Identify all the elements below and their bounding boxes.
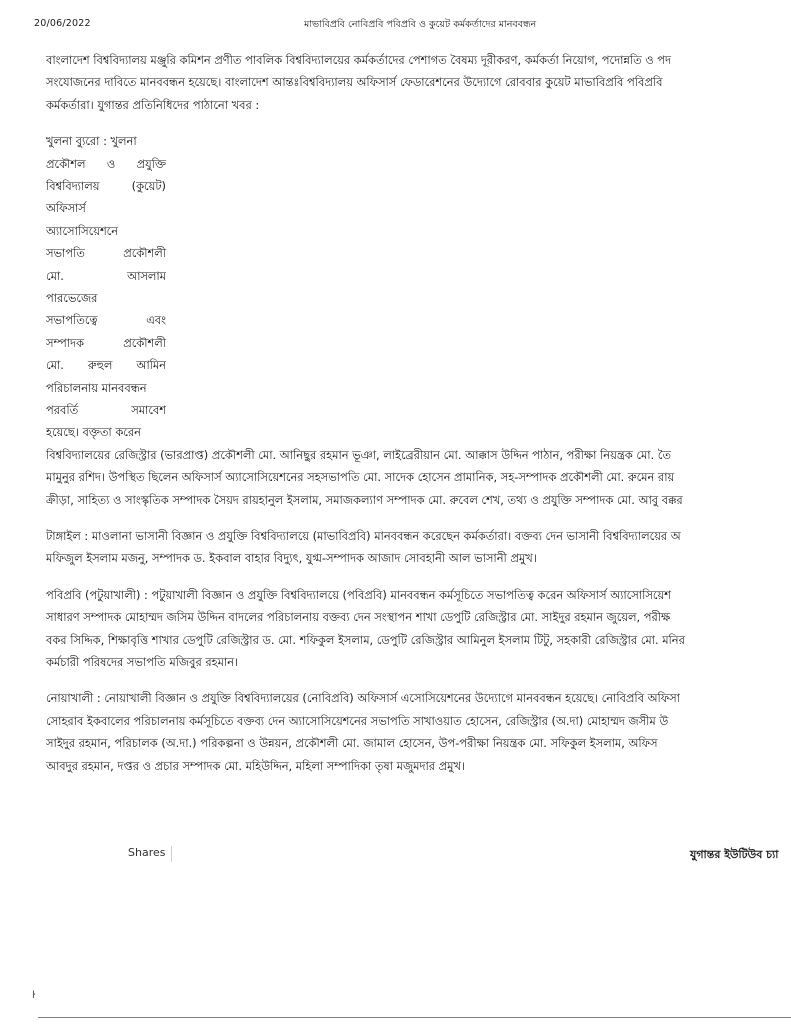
youtube-channel-link[interactable]: যুগান্তর ইউটিউব চ্যা (690, 848, 779, 861)
patuakhali-paragraph (46, 584, 791, 674)
text-line: সম্পাদক প্রকৌশলী (46, 335, 166, 350)
text-line: অ্যাসোসিয়েশনে (46, 223, 119, 238)
text-line: কর্মচারী পরিষদের সভাপতি মজিবুর রহমান। (46, 654, 239, 669)
noakhali-paragraph (46, 687, 791, 777)
share-bar (0, 844, 791, 864)
text-line: প্রকৌশল ও প্রযুক্তি (46, 156, 166, 171)
print-date: 20/06/2022 (34, 18, 91, 29)
text-line: খুলনা ব্যুরো : খুলনা (46, 134, 137, 149)
text-line: সোহরাব ইকবালের পরিচালনায় কর্মসূচিতে বক্তব্য দেন অ্যাসোসিয়েশনের সভাপতি সাখাওয়াত হোসেন, রেজিস্ট্রার (অ.দা) মোহাম্মদ জসীম উ (46, 713, 669, 728)
text-line: মামুনুর রশিদ। উপস্থিত ছিলেন অফিসার্স অ্যাসোসিয়েশনের সহসভাপতি মো. সাদেক হোসেন প্রামানিক, সহ-সম্পাদক প্রকৌশলী মো. রুমেন রায় (46, 470, 675, 485)
text-line: অফিসার্স (46, 201, 86, 216)
khulna-narrow-column (46, 130, 166, 443)
text-line: পবিপ্রবি (পটুয়াখালী) : পটুয়াখালী বিজ্ঞান ও প্রযুক্তি বিশ্ববিদ্যালয়ে (পবিপ্রবি) মানববন্ধন কর্মসূচিতে সভাপতিত্ব করেন অফিসার্স অ্যাসোসিয়েশ (46, 587, 671, 602)
text-line: আবদুর রহমান, দপ্তর ও প্রচার সম্পাদক মো. মহিউদ্দিন, মহিলা সম্পাদিকা তৃষা মজুমদার প্রমুখ। (46, 758, 466, 773)
text-line: টাঙ্গাইল : মাওলানা ভাসানী বিজ্ঞান ও প্রযুক্তি বিশ্ববিদ্যালয়ে (মাভাবিপ্রবি) মানববন্ধন করেছেন কর্মকর্তারা। বক্তব্য দেন ভাসানী বিশ্ববিদ্যালয়ের অ (46, 528, 681, 543)
text-line: সভাপতি প্রকৌশলী (46, 246, 166, 261)
text-line: কর্মকর্তারা। যুগান্তর প্রতিনিধিদের পাঠানো খবর : (46, 97, 260, 112)
khulna-paragraph (46, 130, 791, 511)
text-line: সাধারণ সম্পাদক মোহাম্মদ জসিম উদ্দিন বাদলের পরিচালনায় বক্তব্য দেন সংস্থাপন শাখা ডেপুটি রেজিস্ট্রার মো. সাইদুর রহমান জুয়েল, পরীক্ষ (46, 610, 671, 625)
text-line: বাংলাদেশ বিশ্ববিদ্যালয় মঞ্জুরি কমিশন প্রণীত পাবলিক বিশ্ববিদ্যালয়ের কর্মকর্তাদের পেশাগত বৈষম্য দূরীকরণ, কর্মকর্তা নিয়োগ, পদোন্নতি ও পদ (46, 53, 672, 67)
text-line: মো. আসলাম (46, 268, 166, 283)
text-line: পরিচালনায় মানববন্ধন (46, 380, 147, 395)
text-line: সভাপতিত্বে এবং (46, 313, 166, 328)
text-line: বকর সিদ্দিক, শিক্ষাবৃত্তি শাখার ডেপুটি রেজিস্ট্রার ড. মো. শফিকুল ইসলাম, ডেপুটি রেজিস্ট্রার আমিনুল ইসলাম টিটু, সহকারী রেজিস্ট্রার মো. মনির (46, 632, 685, 647)
text-line: পরবর্তি সমাবেশ (46, 402, 166, 417)
intro-paragraph (46, 49, 791, 116)
text-line: সংযোজনের দাবিতে মানববন্ধন হয়েছে। বাংলাদেশ আন্তঃবিশ্ববিদ্যালয় অফিসার্স ফেডারেশনের উদ্যোগে রোববার কুয়েট মাভাবিপ্রবি পবিপ্রবি (46, 75, 663, 90)
text-line: নোয়াখালী : নোয়াখালী বিজ্ঞান ও প্রযুক্তি বিশ্ববিদ্যালয়ের (নোবিপ্রবি) অফিসার্স এসোসিয়েশনের উদ্যোগে মানববন্ধন হয়েছে। নোবিপ্রবি অফিসা (46, 691, 680, 706)
khulna-continuation (46, 444, 791, 511)
bottom-rule (38, 1017, 791, 1018)
page-header (0, 14, 791, 34)
text-line: বিশ্ববিদ্যালয়ের রেজিস্ট্রার (ভারপ্রাপ্ত) প্রকৌশলী মো. আনিছুর রহমান ভূঞা, লাইব্রেরীয়ান মো. আক্কাস উদ্দিন পাঠান, পরীক্ষা নিয়ন্ত্রক মো. তৈ (46, 447, 671, 462)
page-title: মাভাবিপ্রবি নোবিপ্রবি পবিপ্রবি ও কুয়েট কর্মকর্তাদের মানববন্ধন (304, 19, 537, 30)
text-line: হয়েছে। বক্তৃতা করেন (46, 425, 141, 440)
text-line: পারভেজের (46, 290, 98, 305)
page-mark: ŀ (32, 990, 36, 1001)
shares-label[interactable]: Shares (128, 846, 172, 862)
text-line: সাইদুর রহমান, পরিচালক (অ.দা.) পরিকল্পনা ও উন্নয়ন, প্রকৌশলী মো. জামাল হোসেন, উপ-পরীক্ষা নিয়ন্ত্রক মো. সফিকুল ইসলাম, অফিস (46, 736, 658, 751)
text-line: ক্রীড়া, সাহিত্য ও সাংস্কৃতিক সম্পাদক সৈয়দ রায়হানুল ইসলাম, সমাজকল্যাণ সম্পাদক মো. রুবেল শেখ, তথ্য ও প্রযুক্তি সম্পাদক মো. আবু বক্কর (46, 492, 683, 507)
text-line: মফিজুল ইসলাম মজনু, সম্পাদক ড. ইকবাল বাহার বিদ্যুৎ, যুগ্ম-সম্পাদক আজাদ সোবহানী আল ভাসানী প্রমুখ। (46, 551, 537, 566)
text-line: মো. রুহুল আমিন (46, 358, 166, 373)
tangail-paragraph (46, 525, 791, 570)
text-line: বিশ্ববিদ্যালয় (কুয়েট) (46, 179, 166, 193)
article-body (46, 49, 791, 791)
